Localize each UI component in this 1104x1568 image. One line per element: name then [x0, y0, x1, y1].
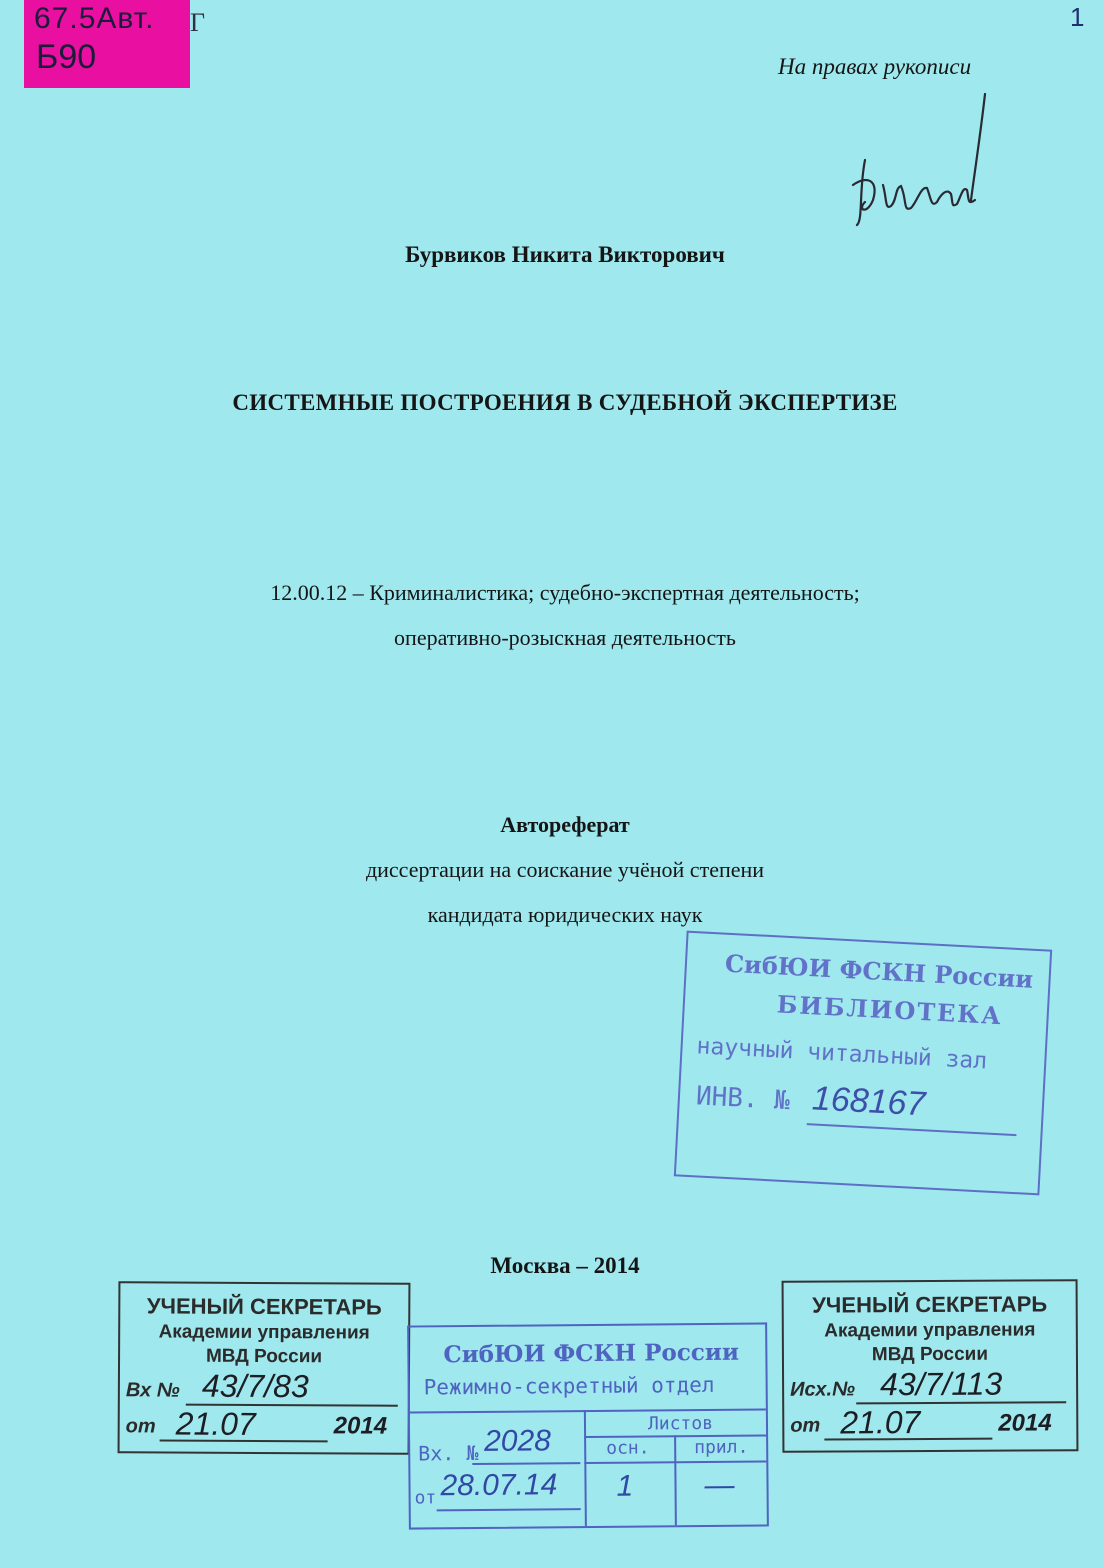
secretary-stamp-right-date-line — [824, 1438, 992, 1441]
library-stamp — [674, 931, 1052, 1196]
regime-stamp-sheets-vdivider — [674, 1435, 677, 1525]
secretary-stamp-left-date-label: от — [125, 1415, 156, 1438]
regime-stamp-in-label: Вх. № — [418, 1440, 479, 1466]
secretary-stamp-right-num-label: Исх.№ — [790, 1378, 856, 1401]
page-number: 1 — [1070, 2, 1085, 32]
regime-stamp-in-value: 2028 — [483, 1424, 552, 1458]
regime-stamp-date-value: 28.07.14 — [440, 1468, 558, 1503]
library-stamp-inv-label: ИНВ. № — [695, 1081, 791, 1117]
library-stamp-line1: СибЮИ ФСКН России — [724, 948, 1034, 994]
regime-stamp-sheets-label: Листов — [647, 1412, 714, 1435]
abstract-block — [0, 802, 1104, 937]
regime-stamp-date-label: от — [414, 1487, 437, 1509]
city-year: Москва – 2014 — [490, 1253, 640, 1278]
library-shelf-sticker — [24, 0, 190, 88]
abstract-line1: диссертации на соискание учёной степени — [365, 857, 765, 882]
library-stamp-line3: научный читальный зал — [695, 1033, 988, 1075]
secretary-stamp-outgoing — [782, 1279, 1079, 1453]
author-signature — [835, 90, 1005, 260]
library-stamp-inv-number: 168167 — [811, 1079, 927, 1124]
dissertation-title: СИСТЕМНЫЕ ПОСТРОЕНИЯ В СУДЕБНОЙ ЭКСПЕРТИЗЕ — [232, 390, 898, 415]
regime-department-stamp — [407, 1322, 769, 1529]
rights-note: На правах рукописи — [778, 54, 972, 79]
regime-stamp-main-label: осн. — [606, 1437, 650, 1459]
regime-stamp-appendix-value: — — [704, 1468, 735, 1502]
abstract-heading: Автореферат — [500, 812, 630, 837]
library-stamp-underline — [807, 1123, 1017, 1136]
regime-stamp-in-line — [472, 1462, 580, 1465]
regime-stamp-appendix-label: прил. — [694, 1436, 749, 1459]
regime-stamp-vdivider — [584, 1410, 587, 1526]
library-stamp-line2: БИБЛИОТЕКА — [776, 989, 1004, 1031]
regime-stamp-date-line — [437, 1508, 581, 1511]
secretary-stamp-right-year: 2014 — [998, 1409, 1052, 1437]
specialty-line2: оперативно-розыскная деятельность — [394, 625, 736, 650]
secretary-stamp-left-date-value: 21.07 — [175, 1405, 256, 1442]
secretary-stamp-left-year: 2014 — [333, 1412, 388, 1440]
secretary-stamp-right-line1: УЧЕНЫЙ СЕКРЕТАРЬ — [812, 1291, 1048, 1318]
secretary-stamp-incoming — [118, 1281, 411, 1455]
secretary-stamp-left-num-label: Вх № — [125, 1379, 180, 1402]
sticker-handwritten-mark: Г — [190, 8, 206, 37]
specialty-block — [0, 570, 1104, 660]
secretary-stamp-right-date-value: 21.07 — [840, 1404, 921, 1441]
regime-stamp-line1: СибЮИ ФСКН России — [443, 1338, 740, 1369]
secretary-stamp-left-line2: Академии управления — [158, 1321, 370, 1344]
secretary-stamp-right-line3: МВД России — [871, 1343, 989, 1366]
secretary-stamp-left-line1: УЧЕНЫЙ СЕКРЕТАРЬ — [146, 1293, 382, 1320]
specialty-line1: 12.00.12 – Криминалистика; судебно-экспертная деятельность; — [270, 580, 860, 605]
secretary-stamp-left-num-value: 43/7/83 — [201, 1367, 309, 1405]
abstract-line2: кандидата юридических наук — [427, 902, 703, 927]
regime-stamp-main-value: 1 — [616, 1469, 634, 1503]
secretary-stamp-right-date-label: от — [790, 1414, 821, 1437]
shelf-code-line1: 67.5Авт. — [34, 2, 155, 35]
author-name: Бурвиков Никита Викторович — [405, 242, 725, 267]
shelf-code-line2: Б90 — [36, 38, 97, 76]
secretary-stamp-right-line2: Академии управления — [824, 1319, 1036, 1342]
secretary-stamp-right-num-value: 43/7/113 — [880, 1365, 1003, 1403]
regime-stamp-line2: Режимно-секретный отдел — [423, 1372, 715, 1400]
secretary-stamp-left-line3: МВД России — [205, 1345, 323, 1368]
